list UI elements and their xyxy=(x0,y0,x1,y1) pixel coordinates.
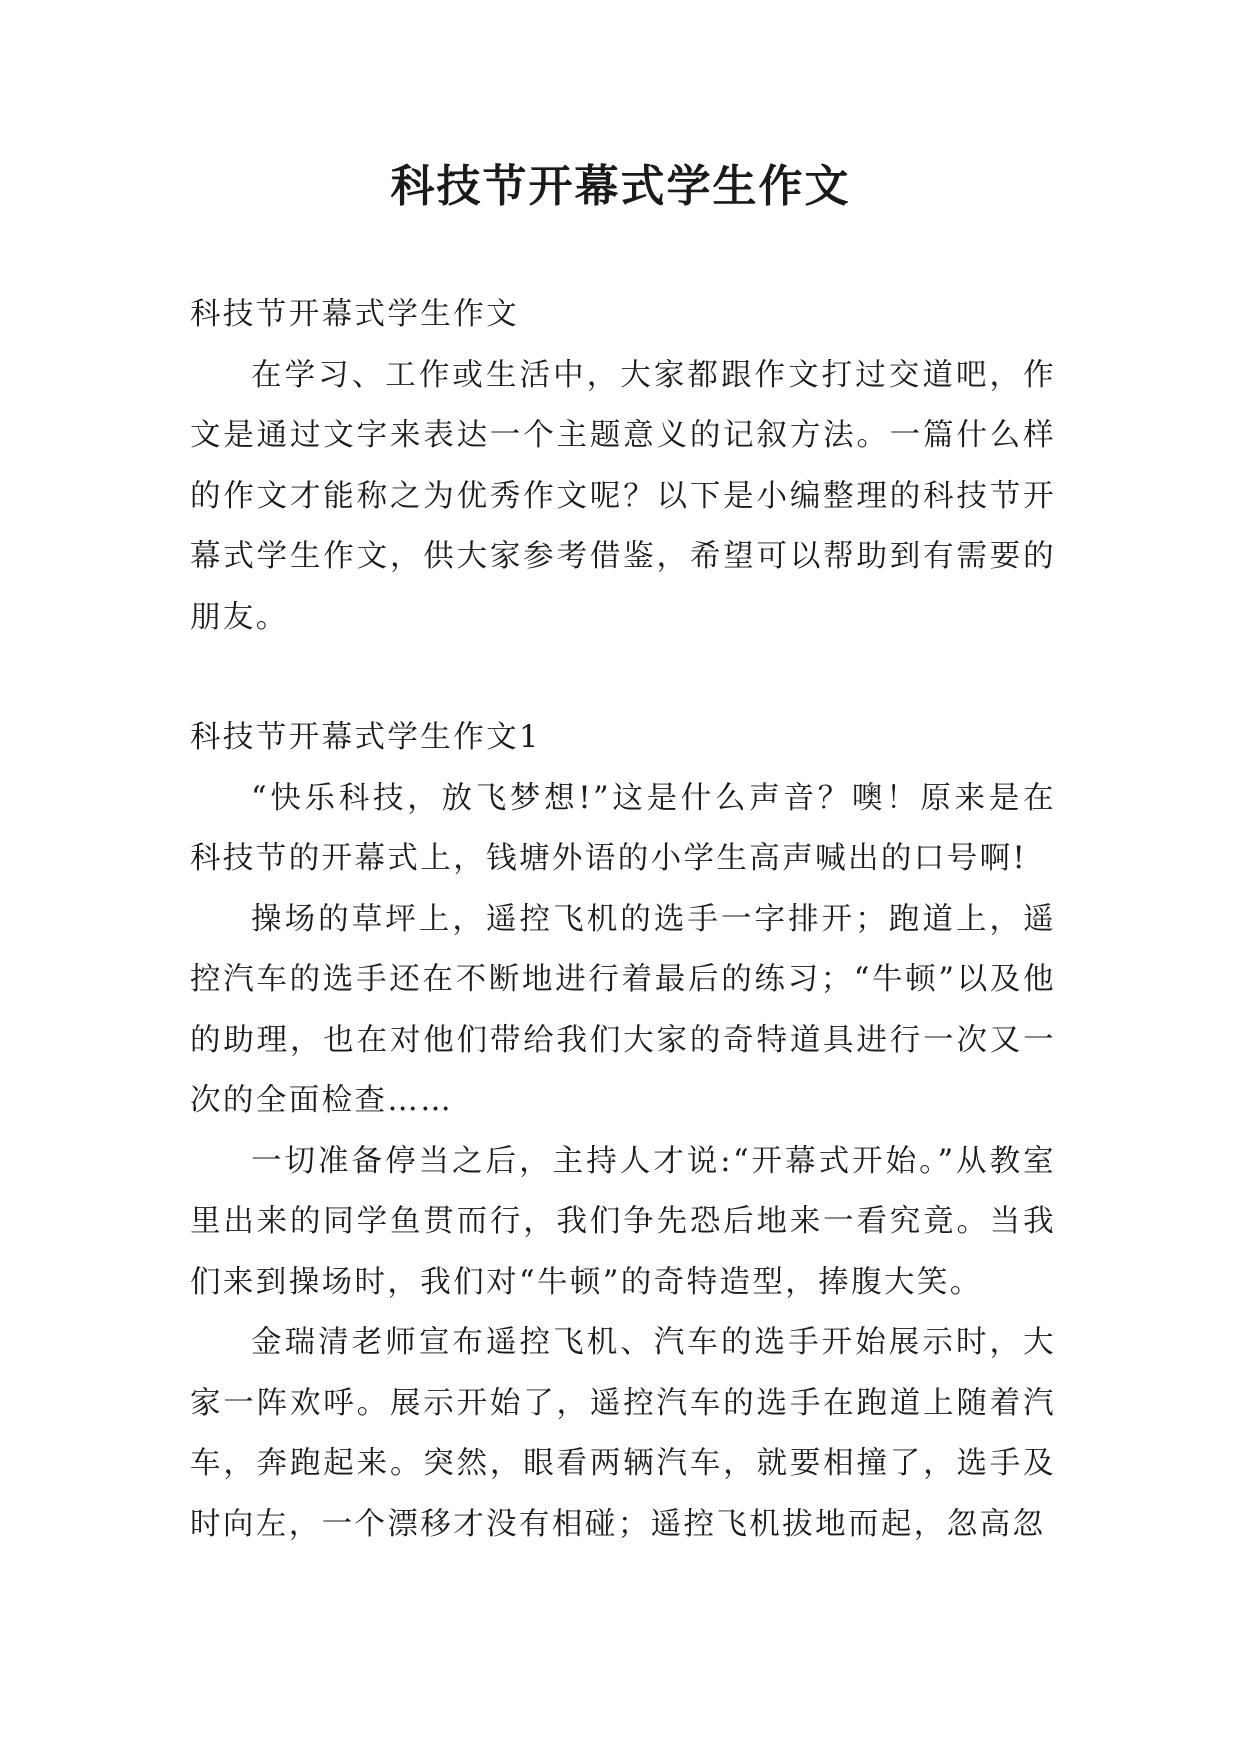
body-paragraph: “快乐科技，放飞梦想!”这是什么声音？噢！原来是在科技节的开幕式上，钱塘外语的小学生高声喊出的口号啊! xyxy=(190,780,1056,876)
body-paragraph: 操场的草坪上，遥控飞机的选手一字排开；跑道上，遥控汽车的选手还在不断地进行着最后的练习；“牛顿”以及他的助理，也在对他们带给我们大家的奇特道具进行一次又一次的全面检查…… xyxy=(190,901,1056,1118)
document-title: 科技节开幕式学生作文 xyxy=(390,161,851,212)
body-paragraph: 一切准备停当之后，主持人才说:“开幕式开始。”从教室里出来的同学鱼贯而行，我们争先恐后地来一看究竟。当我们来到操场时，我们对“牛顿”的奇特造型，捧腹大笑。 xyxy=(190,1143,1056,1300)
intro-heading: 科技节开幕式学生作文 xyxy=(190,297,519,332)
body-paragraph: 金瑞清老师宣布遥控飞机、汽车的选手开始展示时，大家一阵欢呼。展示开始了，遥控汽车的选手在跑道上随着汽车，奔跑起来。突然，眼看两辆汽车，就要相撞了，选手及时向左，一个漂移才没有相碰；遥控飞机拔地而起，忽高忽 xyxy=(190,1325,1056,1542)
intro-paragraph: 在学习、工作或生活中，大家都跟作文打过交道吧，作文是通过文字来表达一个主题意义的记叙方法。一篇什么样的作文才能称之为优秀作文呢？以下是小编整理的科技节开幕式学生作文，供大家参考借鉴，希望可以帮助到有需要的朋友。 xyxy=(190,357,1056,635)
section-heading: 科技节开幕式学生作文1 xyxy=(190,720,541,755)
document-body xyxy=(190,285,1056,1555)
